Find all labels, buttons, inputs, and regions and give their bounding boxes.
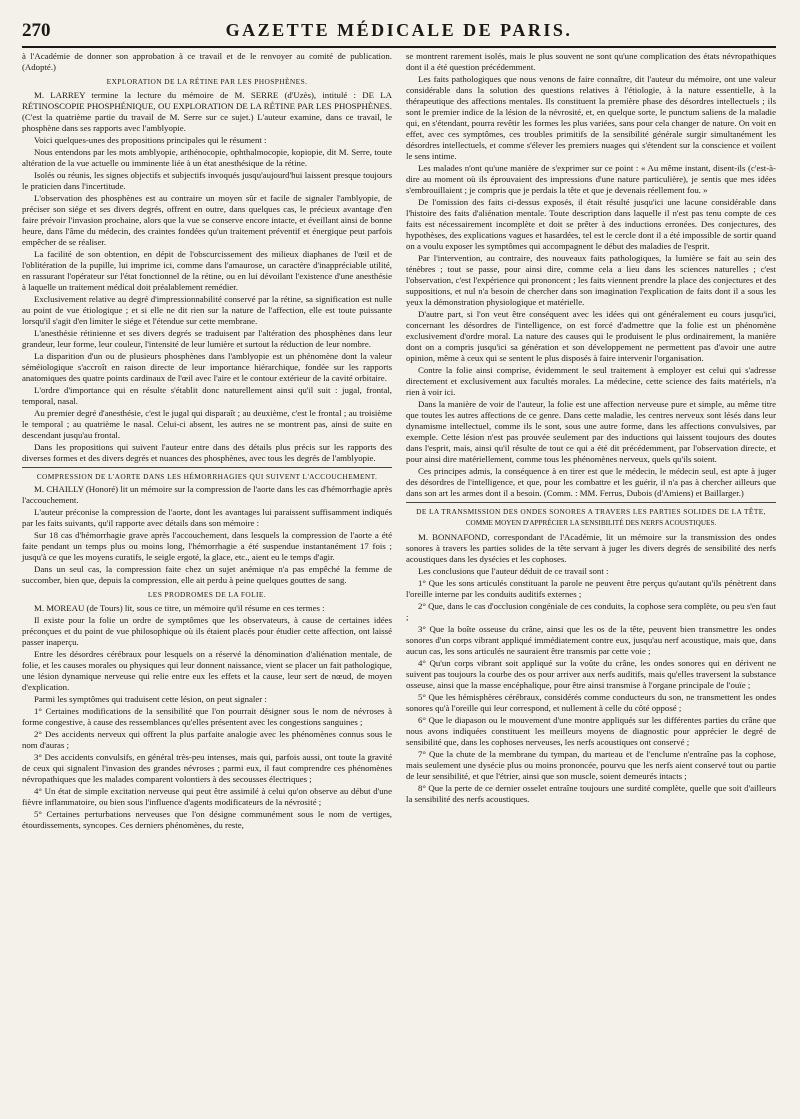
- paragraph: L'observation des phosphènes est au contraire un moyen sûr et facile de signaler l'amblyopie, de préciser son siége et ses divers degrés, offrent en outre, dans quelques cas, le précieux avantage d'en faire prévoir l'invasion prochaine, alors que la vue se conserve encore intacte, et éveillant ainsi de bonne heure, dans l'âme du médecin, des craintes fondées qu'un traitement préventif et énergique peut parfois empêcher de se réaliser.: [22, 192, 392, 247]
- section-separator: [22, 467, 392, 468]
- paragraph: 8° Que la perte de ce dernier osselet entraîne toujours une surdité complète, quelle que soit d'ailleurs la sensibilité des nerfs acoustiques.: [406, 782, 776, 804]
- paragraph: Voici quelques-unes des propositions principales qui le résument :: [34, 134, 267, 145]
- two-column-body: [22, 51, 776, 832]
- paragraph: Nous entendons par les mots amblyopie, arthénocopie, ophthalmocopie, kopiopie, dit M. Serre, toute altération de la vue actuelle ou imminente liée à un état anesthésique de la rétine.: [22, 146, 392, 168]
- paragraph: Dans les propositions qui suivent l'auteur entre dans des détails plus précis sur les rapports des diverses formes et des divers degrés et nuances des phosphènes, avec tous les degrés de l'amblyopie.: [22, 441, 392, 463]
- paragraph: Au premier degré d'anesthésie, c'est le jugal qui disparaît ; au deuxième, c'est le frontal ; au troisième le temporal ; au quatrième le nasal. Celui-ci absent, les autres ne se montrent pas, ainsi de suite en descendant jusqu'au frontal.: [22, 407, 392, 440]
- paragraph: Dans un seul cas, la compression faite chez un sujet anémique n'a pas empêché la femme de succomber, bien que, depuis la compression, elle ait perdu à peine quelques gouttes de sang.: [22, 564, 392, 585]
- paragraph: La facilité de son obtention, en dépit de l'obscurcissement des milieux diaphanes de l'œil et de l'oblitération de la pupille, lui imprime ici, comme dans l'amaurose, un caractère d'inappréciable utilité, en rassurant l'opérateur sur l'état fonctionnel de la rétine, ou en lui dévoilant l'existence d'une anesthésie à laquelle un traitement médical doit préalablement remédier.: [22, 248, 392, 292]
- paragraph: se montrent rarement isolés, mais le plus souvent ne sont qu'une complication des états névropathiques dont il a été question précédemment.: [406, 51, 776, 72]
- paragraph: Il existe pour la folie un ordre de symptômes que les observateurs, à cause de certaines idées préconçues et du point de vue philosophique où ils étaient placés pour étudier cette affection, ont laissé passer inaperçu.: [22, 614, 392, 647]
- section-subheading: COMME MOYEN D'APPRÉCIER LA SENSIBILITÉ DES NERFS ACOUSTIQUES.: [465, 518, 717, 527]
- page-number: 270: [22, 20, 51, 41]
- paragraph: 1° Certaines modifications de la sensibilité que l'on pourrait désigner sous le nom de névroses à forme congestive, à cause des ressemblances qu'elles présentent avec les congestions sanguines ;: [22, 705, 392, 727]
- paragraph: M. BONNAFOND, correspondant de l'Académie, lit un mémoire sur la transmission des ondes sonores à travers les parties solides de la tête servant à juger les divers degrés de sensibilité des nerfs acoustiques dans les dysécies et les cophoses.: [406, 531, 776, 564]
- paragraph: Parmi les symptômes qui traduisent cette lésion, on peut signaler :: [34, 693, 267, 704]
- paragraph: Ces principes admis, la conséquence à en tirer est que le médecin, le médecin seul, est apte à juger des désordres de l'intelligence, et que, pour les combattre et les guérir, il n'a pas à chercher ailleurs que dans son art les armes dont il a besoin. (Comm. : MM. Ferrus, Dubois (d'Amiens) et Baillarger.): [406, 466, 776, 498]
- paragraph: L'anesthésie rétinienne et ses divers degrés se traduisent par l'altération des phosphènes dans leur grandeur, leur forme, leur couleur, l'intensité de leur lumière et surtout la réduction de leur nombre.: [22, 327, 392, 349]
- paragraph: D'autre part, si l'on veut être conséquent avec les idées qui ont généralement eu cours jusqu'ici, concernant les désordres de l'intelligence, on est forcé d'admettre que la folie est un phénomène exclusivement d'ordre moral. La nature des causes qui le produisent le plus ordinairement, la manière dont on a compris jusqu'ici sa génération et son développement ne permettent pas d'avoir une autre opinion, même à ceux qui se sentent le plus disposés à faire intervenir l'organisation.: [406, 309, 776, 363]
- paragraph: 2° Que, dans le cas d'occlusion congéniale de ces conduits, la cophose sera complète, ou peu s'en faut ;: [406, 600, 776, 622]
- paragraph: 4° Qu'un corps vibrant soit appliqué sur la voûte du crâne, les ondes sonores qui en dérivent ne suivent pas toujours la courbe des os pour arriver aux nerfs auditifs, mais qu'elles traversent la substance osseuse, ainsi que la masse encéphalique, pour être ainsi transmise à l'organe principale de l'ouïe ;: [406, 657, 776, 690]
- paragraph: De l'omission des faits ci-dessus exposés, il était résulté jusqu'ici une lacune considérable dans l'histoire des faits d'aliénation mentale. Toute description dans laquelle il n'est pas tenu compte de ces faits est nécessairement incomplète et doit se prêter à des inductions erronées. Des conjectures, des hypothèses, des explications vagues et hasardées, tel est le cercle dont il a été impossible de sortir quand on a voulu exposer les symptômes qui accompagnent le début des maladies de l'esprit.: [406, 197, 776, 251]
- section-separator: [406, 502, 776, 503]
- paragraph: à l'Académie de donner son approbation à ce travail et de le renvoyer au comité de publication. (Adopté.): [22, 51, 392, 72]
- paragraph: Les malades n'ont qu'une manière de s'exprimer sur ce point : « Au même instant, disent-ils (c'est-à-dire au moment où ils éprouvaient des impressions d'une nature particulière), je sentis que mes idées s'embrouillaient ; je compris que je perdais la tête et que je devenais réellement fou. »: [406, 163, 776, 195]
- paragraph: Les conclusions que l'auteur déduit de ce travail sont :: [418, 565, 609, 576]
- paragraph: Par l'intervention, au contraire, des nouveaux faits pathologiques, la lumière se fait au sein des ténèbres ; tout se passe, pour ainsi dire, comme cela a lieu dans les sciences naturelles ; c'est l'observation, c'est l'expérience qui prononcent ; les faits viennent prendre la place des conjectures et des suppositions, et nul n'a besoin de chercher dans son imagination l'explication de faits dont il a sous les yeux la démonstration physiologique et matérielle.: [406, 253, 776, 307]
- paragraph: Sur 18 cas d'hémorrhagie grave après l'accouchement, dans lesquels la compression de l'aorte a été faite pendant un temps plus ou moins long, l'hémorrhagie a été suspendue instantanément 17 fois ; jusqu'à ce que les moyens curatifs, le seigle ergoté, la glace, etc., aient eu le temps d'agir.: [22, 530, 392, 562]
- paragraph: 6° Que le diapason ou le mouvement d'une montre appliqués sur les différentes parties du crâne que nous avons indiquées constituent les meilleurs moyens de diagnostic pour apprécier le degré de sensibilité que, dans les cophoses nerveuses, les nerfs acoustiques ont conservé ;: [406, 714, 776, 747]
- paragraph: 2° Des accidents nerveux qui offrent la plus parfaite analogie avec les phénomènes connus sous le nom d'auras ;: [22, 728, 392, 750]
- page-header: [22, 20, 776, 44]
- section-heading: EXPLORATION DE LA RÉTINE PAR LES PHOSPHÈNES.: [106, 77, 308, 86]
- paragraph: Entre les désordres cérébraux pour lesquels on a réservé la dénomination d'aliénation mentale, de folie, et les causes morales ou physiques qui leur donnent naissance, vient se placer un fait pathologique, une lésion dynamique nerveuse qui relie entre eux les effets et la cause, leur sert de nœud, de moyen d'explication.: [22, 648, 392, 692]
- paragraph: M. LARREY termine la lecture du mémoire de M. SERRE (d'Uzès), intitulé : DE LA RÉTINOSCOPIE PHOSPHÉNIQUE, OU EXPLORATION DE LA RÉTINE PAR LES PHOSPHÈNES. (C'est la quatrième partie du travail de M. Serre sur ce sujet.) L'auteur examine, dans ce travail, le phosphène dans ses rapports avec l'amblyopie.: [22, 89, 392, 133]
- paragraph: 3° Que la boîte osseuse du crâne, ainsi que les os de la tête, peuvent bien transmettre les ondes sonores d'un corps vibrant appliqué immédiatement contre eux, jusqu'au nerf acoustique, mais que, dans aucun cas, les sons articulés ne sauraient être transmis par cette voie ;: [406, 623, 776, 656]
- paragraph: 3° Des accidents convulsifs, en général très-peu intenses, mais qui, parfois aussi, ont toute la gravité de ceux qui signalent l'invasion des grandes névroses ; parmi eux, il faut comprendre ces phénomènes névropathiques que les malades comparent volontiers à des secousses électriques ;: [22, 751, 392, 784]
- paragraph: 7° Que la chute de la membrane du tympan, du marteau et de l'enclume n'entraîne pas la cophose, mais seulement une dysécie plus ou moins prononcée, pourvu que les nerfs aient conservé tout ou partie de leur sensibilité, et que l'étrier, ainsi que son muscle, soient demeurés intacts ;: [406, 748, 776, 781]
- paragraph: 4° Un état de simple excitation nerveuse qui peut être assimilé à celui qu'on observe au début d'une fièvre inflammatoire, ou bien sous l'influence d'agents modificateurs de la névrosité ;: [22, 785, 392, 807]
- paragraph: Contre la folie ainsi comprise, évidemment le seul traitement à employer est celui qui s'adresse directement et exclusivement aux facultés morales. La médecine, cette science des faits matériels, n'a rien à voir ici.: [406, 365, 776, 397]
- paragraph: Les faits pathologiques que nous venons de faire connaître, dit l'auteur du mémoire, ont une valeur considérable dans la solution des questions relatives à l'étiologie, à la nature essentielle, à la thérapeutique des affections mentales. Ils constituent la première phase des désordres intellectuels ; ils sont le premier indice de la lésion de la névrosité, et, en quelque sorte, le punctum saliens de la maladie qui, en s'étendant, pourra revêtir les formes les plus variées, sans pour cela changer de nature. On voit en effet, avec ces symptômes, ces troubles primitifs de la sensibilité générale surgir simultanément les désordres intellectuels, et comme s'élever les premiers nuages qui s'étendent sur la conscience et voilent le sens intime.: [406, 74, 776, 161]
- paragraph: Dans la manière de voir de l'auteur, la folie est une affection nerveuse pure et simple, au même titre que toutes les autres affections de ce genre. Dans cette maladie, les centres nerveux sont lésés dans leur dynamisme intellectuel, comme ils le sont, sous une autre forme, dans les affections convulsives, par exemple. Cette lésion n'est pas prouvée seulement par des inductions qui laissent toujours des doutes dans l'esprit, mais, ainsi qu'il résulte de tout ce qui a été dit précédemment, par l'observation directe, et pour ainsi dire matériellement, comme tous les phénomènes nerveux, quels qu'ils soient.: [406, 399, 776, 464]
- left-column: [22, 51, 392, 832]
- paragraph: L'ordre d'importance qui en résulte s'établit donc naturellement ainsi qu'il suit : jugal, frontal, temporal, nasal.: [22, 384, 392, 406]
- paragraph: La disparition d'un ou de plusieurs phosphènes dans l'amblyopie est un phénomène dont la valeur séméiologique s'accroît en raison directe de leur importance hiérarchique, fondée sur les rapports anatomiques des quatre points cardinaux de l'œil avec l'aire et le contour extérieur de la cavité orbitaire.: [22, 350, 392, 383]
- header-rule: [22, 46, 776, 48]
- paragraph: L'auteur préconise la compression de l'aorte, dont les avantages lui paraissent suffisamment indiqués par les faits suivants, qu'il rapporte avec détails dans son mémoire :: [22, 507, 392, 528]
- paragraph: Exclusivement relative au degré d'impressionnabilité conservé par la rétine, sa signification est nulle au point de vue étiologique ; et si elle ne dit rien sur la nature de l'affection, elle est toute puissante lorsqu'il s'agit d'en limiter le siége et l'étendue sur cette membrane.: [22, 293, 392, 326]
- right-column: [406, 51, 776, 832]
- section-heading: LES PRODROMES DE LA FOLIE.: [147, 590, 267, 599]
- section-heading: COMPRESSION DE L'AORTE DANS LES HÉMORRHAGIES QUI SUIVENT L'ACCOUCHEMENT.: [36, 471, 378, 481]
- journal-title: GAZETTE MÉDICALE DE PARIS.: [225, 20, 573, 40]
- paragraph: M. MOREAU (de Tours) lit, sous ce titre, un mémoire qu'il résume en ces termes :: [34, 602, 325, 613]
- paragraph: M. CHAILLY (Honoré) lit un mémoire sur la compression de l'aorte dans les cas d'hémorrhagie après l'accouchement.: [22, 484, 392, 505]
- paragraph: 5° Certaines perturbations nerveuses que l'on désigne communément sous le nom de vertiges, étourdissements, syncopes. Ces derniers phénomènes, du reste,: [22, 808, 392, 830]
- paragraph: 5° Que les hémisphères cérébraux, considérés comme conducteurs du son, ne transmettent les ondes sonores qu'à l'oreille qui leur correspond, et nullement à celle du côté opposé ;: [406, 691, 776, 713]
- section-heading: DE LA TRANSMISSION DES ONDES SONORES A TRAVERS LES PARTIES SOLIDES DE LA TÊTE,: [416, 507, 766, 516]
- paragraph: Isolés ou réunis, les signes objectifs et subjectifs invoqués jusqu'aujourd'hui laissent presque toujours le praticien dans l'incertitude.: [22, 169, 392, 191]
- paragraph: 1° Que les sons articulés constituant la parole ne peuvent être perçus qu'autant qu'ils pénètrent dans l'oreille interne par les conduits auditifs externes ;: [406, 577, 776, 599]
